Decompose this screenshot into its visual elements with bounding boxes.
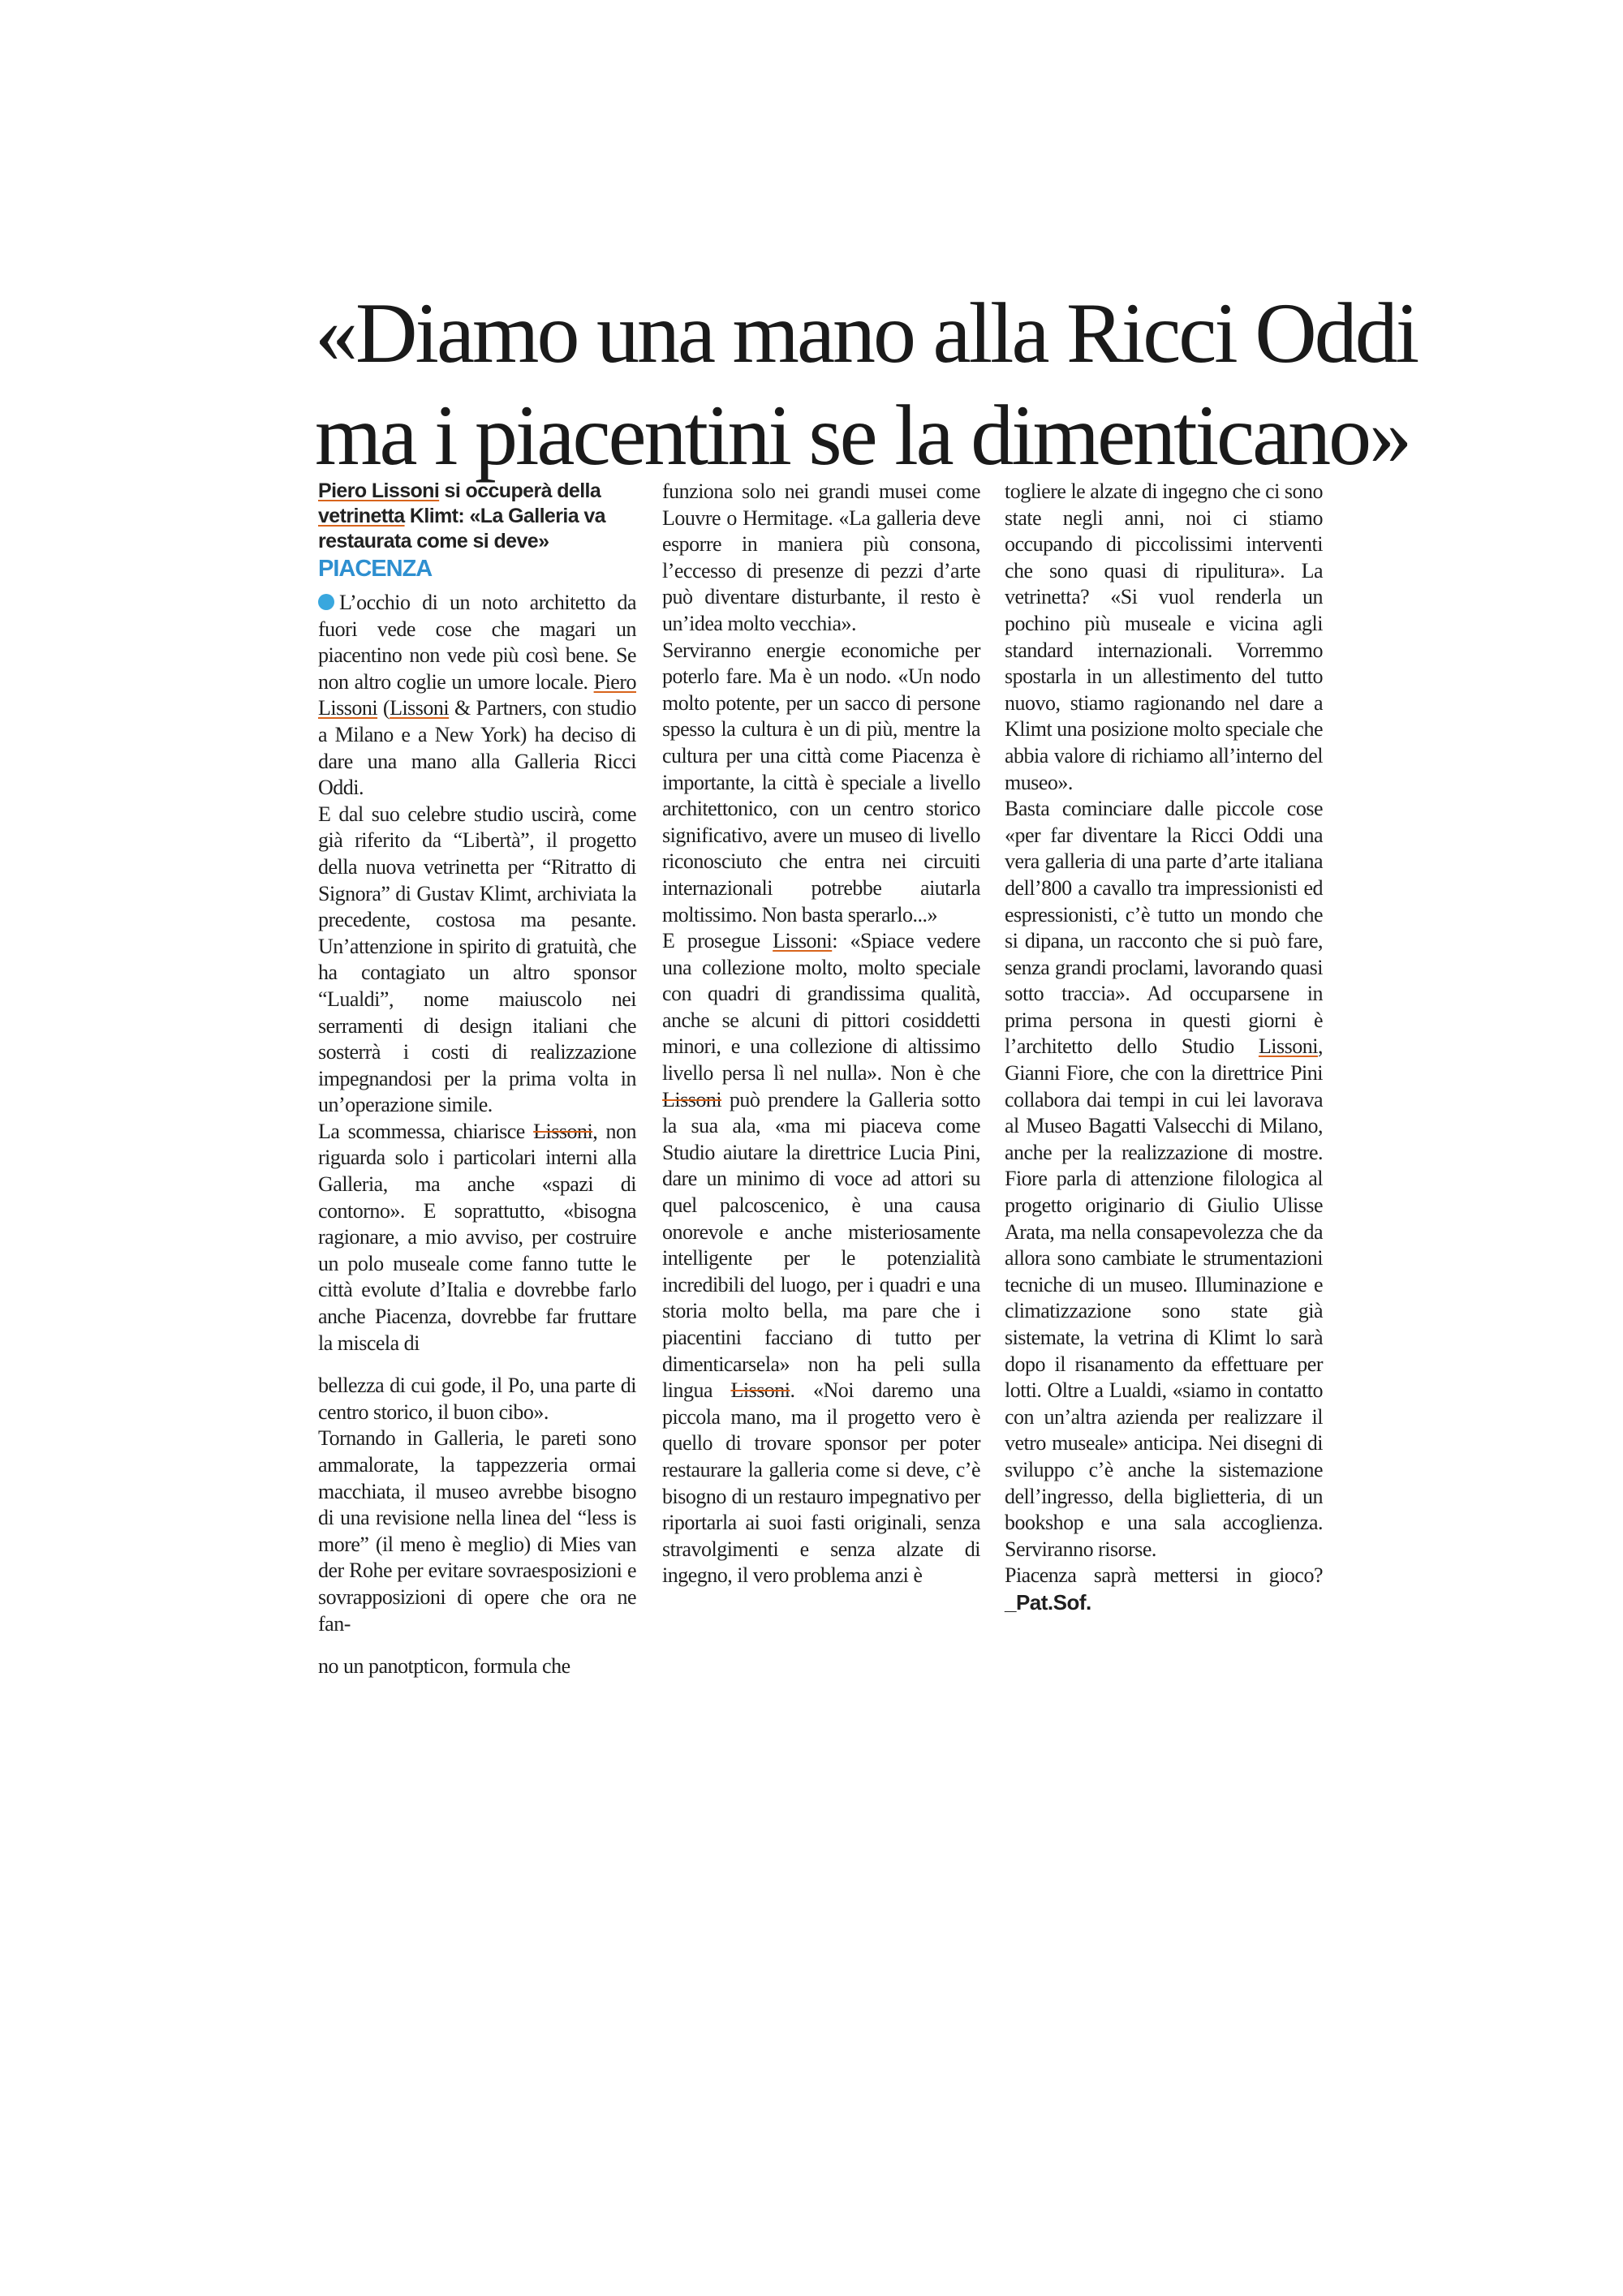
- paragraph: Tornando in Galleria, le pareti sono ammalorate, la tappezzeria ormai macchiata, il museo avrebbe bisogno di una revisione nella linea del “less is more” (il meno è meglio) di Mies van der Rohe per evitare sovraesposizioni e sovrapposizioni di opere che ora ne fan-: [318, 1426, 636, 1636]
- paragraph: [318, 590, 636, 802]
- paragraph-text: E prosegue: [662, 929, 773, 953]
- paragraph: funziona solo nei grandi musei come Louvre o Hermitage. «La galleria deve esporre in maniera più consona, l’eccesso di presenze di pezzi d’arte può diventare disturbante, il resto è un’idea molto vecchia».: [662, 479, 980, 635]
- paragraph-text: La scommessa, chiarisce: [318, 1119, 534, 1143]
- name-struck: Lissoni: [662, 1087, 722, 1111]
- summary-vetrinetta: vetrinetta: [318, 505, 405, 527]
- column-gap: [318, 1357, 636, 1373]
- paragraph-text: . «Noi daremo una piccola mano, ma il progetto vero è quello di trovare sponsor per poter restaurare la galleria come si deve, c’è bisogno di un restauro impegnativo per riportarla ai suoi fasti originali, senza stravolgimenti e senza alzate di ingegno, il vero problema anzi è: [662, 1378, 980, 1588]
- paragraph-text: L’occhio di un noto architetto da fuori vede cose che magari un piacentino non vede più così bene. Se non altro coglie un umore locale.: [318, 591, 636, 694]
- name-link: Lissoni: [390, 696, 450, 720]
- paragraph: Serviranno energie economiche per poterlo fare. Ma è un nodo. «Un nodo molto potente, per un sacco di persone spesso la cultura è un di più, mentre la cultura per una città come Piacenza è importante, la città è speciale a livello architettonico, con un centro storico significativo, avere un museo di livello riconosciuto che entra nei circuiti internazionali potrebbe aiutarla moltissimo. Non basta sperarlo...»: [662, 638, 980, 927]
- name-link: Piero: [593, 669, 636, 694]
- paragraph-text: , Gianni Fiore, che con la direttrice Pini collabora dai tempi in cui lei lavorava al Museo Bagatti Valsecchi di Milano, anche per la realizzazione di mostre. Fiore parla di attenzione filologica al progetto originario di Giulio Ulisse Arata, ma nella consapevolezza che da allora sono cambiate le strumentazioni tecniche di un museo. Illuminazione e climatizzazione sono state già sistemate, la vetrina di Klimt lo sarà dopo il risanamento da effettuare per lotti. Oltre a Lualdi, «siamo in contatto con un’altra azienda per realizzare il vetro museale» anticipa. Nei disegni di sviluppo c’è anche la sistemazione dell’ingresso, della biglietteria, di un bookshop e una sala accoglienza. Serviranno risorse.: [1005, 1034, 1323, 1561]
- name-link: Lissoni: [1258, 1034, 1318, 1059]
- signature: _Pat.Sof.: [1005, 1589, 1091, 1615]
- article-body: [318, 479, 1324, 1752]
- headline-line-1: «Diamo una mano alla Ricci Oddi: [315, 286, 1418, 381]
- paragraph: [662, 928, 980, 1589]
- bullet-icon: [318, 594, 334, 610]
- dateline: PIACENZA: [318, 556, 433, 582]
- paragraph-text: , non riguarda solo i particolari interni alla Galleria, ma anche «spazi di contorno». E soprattutto, «bisogna ragionare, a mio avviso, per costruire un polo museale come fanno tutte le città evolute d’Italia e dovrebbe farlo anche Piacenza, dovrebbe far fruttare la miscela di: [318, 1119, 636, 1355]
- paragraph-text: Piacenza saprà mettersi in gioco?: [1005, 1563, 1323, 1588]
- column-2: [662, 479, 980, 1589]
- headline: [315, 282, 1418, 487]
- paragraph-text: può prendere la Galleria sotto la sua ala, «ma mi piaceva come Studio aiutare la direttrice Lucia Pini, dare un minimo di voce ad attori su quel palcoscenico, è una causa onorevole e anche misteriosamente intelligente per le potenzialità incredibili del luogo, per i quadri e una storia molto bella, ma pare che i piacentini facciano di tutto per dimenticarsela» non ha peli sulla lingua: [662, 1087, 980, 1403]
- paragraph: togliere le alzate di ingegno che ci sono state negli anni, noi ci stiamo occupando di piccolissimi interventi che sono quasi di ripulitura». La vetrinetta? «Si vuol renderla un pochino più museale e vicina agli standard internazionali. Vorremmo spostarla in un allestimento del tutto nuovo, stiamo ragionando nel dare a Klimt una posizione molto speciale che abbia valore di richiamo all’interno del museo».: [1005, 479, 1323, 794]
- summary-name: Piero Lissoni: [318, 479, 440, 502]
- paragraph-text: : «Spiace vedere una collezione molto, molto speciale con quadri di grandissima qualità, anche se alcuni di pittori cosiddetti minori, e una collezione di altissimo livello persa lì nel nulla». Non è che: [662, 929, 980, 1086]
- summary-text-1: si occuperà della: [439, 479, 601, 502]
- column-gap: [318, 1637, 636, 1653]
- name-struck: Lissoni: [730, 1378, 790, 1403]
- headline-line-2: ma i piacentini se la dimenticano»: [315, 388, 1410, 483]
- paragraph: E dal suo celebre studio uscirà, come già riferito da “Libertà”, il progetto della nuova vetrinetta per “Ritratto di Signora” di Gustav Klimt, archiviata la precedente, costosa ma pesante. Un’attenzione in spirito di gratuità, che ha contagiato un altro sponsor “Lualdi”, nome maiuscolo nei serramenti di design italiani che sosterrà i costi di realizzazione impegnandosi per la prima volta in un’operazione simile.: [318, 802, 636, 1117]
- paragraph-text: (: [377, 696, 390, 720]
- name-link: Lissoni: [773, 929, 833, 953]
- paragraph-text: & Partners, con studio a Milano e a New York) ha deciso di dare una mano alla Galleria Ricci Oddi.: [318, 696, 636, 800]
- name-link: Lissoni: [318, 696, 378, 720]
- summary: [318, 479, 636, 554]
- column-3: [1005, 479, 1323, 1617]
- paragraph: no un panotpticon, formula che: [318, 1654, 570, 1679]
- paragraph: bellezza di cui gode, il Po, una parte di centro storico, il buon cibo».: [318, 1374, 636, 1424]
- paragraph-text: Basta cominciare dalle piccole cose «per far diventare la Ricci Oddi una vera galleria di una parte d’arte italiana dell’800 a cavallo tra impressionisti ed espressionisti, c’è tutto un mondo che si dipana, un racconto che si può fare, senza grandi proclami, lavorando quasi sotto traccia». Ad occuparsene in prima persona in questi giorni è l’architetto dello Studio: [1005, 797, 1323, 1059]
- summary-text-2: Klimt: «La Galleria va restaurata come si deve»: [318, 505, 605, 553]
- paragraph: [1005, 1563, 1323, 1616]
- column-1: [318, 479, 636, 1680]
- name-struck: Lissoni: [533, 1119, 593, 1143]
- paragraph: [318, 1119, 636, 1357]
- paragraph: [1005, 796, 1323, 1563]
